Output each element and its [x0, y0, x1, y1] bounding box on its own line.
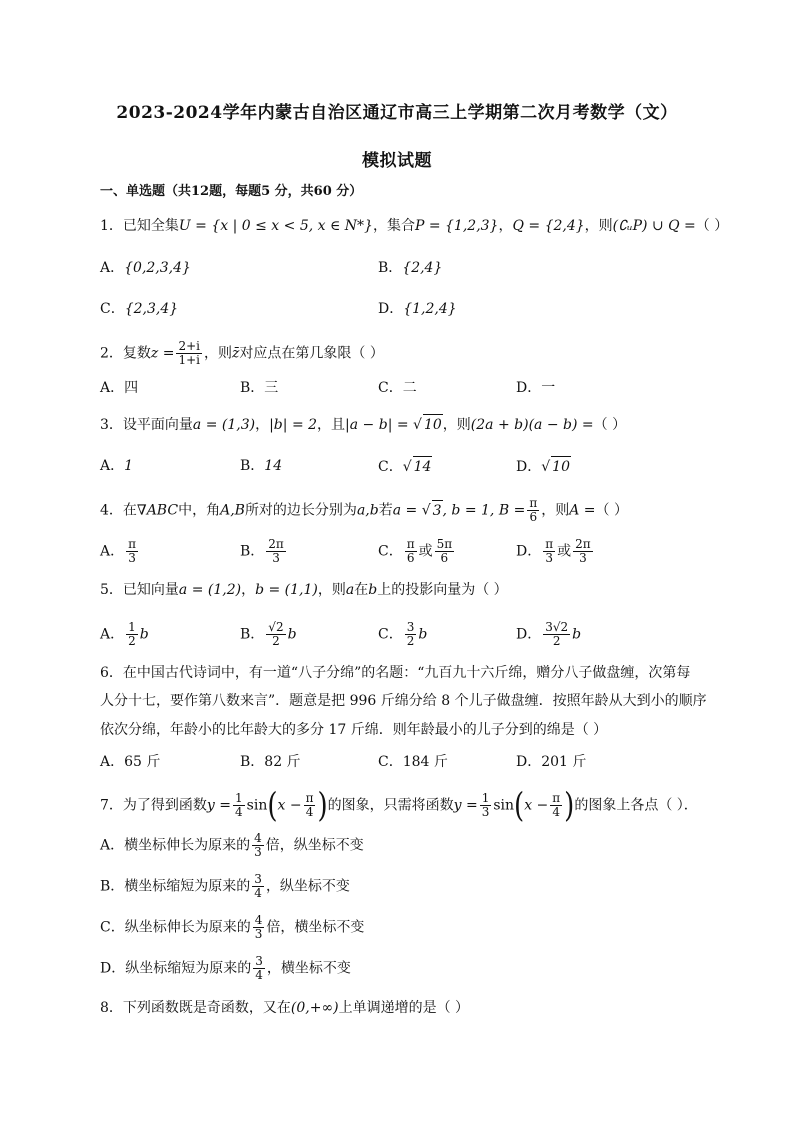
- q2-denominator: 1+i: [178, 353, 201, 367]
- q3-text-c: ，且: [317, 417, 346, 433]
- q2-text-a: 2．复数: [100, 345, 151, 362]
- option-text: 四: [124, 380, 139, 396]
- frac-denominator: 3: [254, 927, 263, 941]
- q7-coef-2: [480, 792, 492, 819]
- q1-set-p: P = {1,2,3}: [414, 218, 499, 234]
- q4-option-b[interactable]: [240, 538, 288, 565]
- option-fraction: [405, 621, 417, 648]
- option-vector: b: [418, 626, 428, 643]
- option-fraction: [266, 621, 285, 648]
- option-label: A．: [100, 626, 125, 643]
- q4-angles: A,B: [220, 502, 245, 519]
- question-3-stem: [100, 414, 626, 435]
- option-text: 一: [541, 380, 556, 396]
- q3-text-d: ，则: [442, 417, 471, 433]
- option-text-pre: 横坐标缩短为原来的: [124, 878, 251, 895]
- q4-sqrt-value: 3: [432, 500, 443, 521]
- option-text-post: 倍，横坐标不变: [266, 919, 365, 936]
- frac-numerator: √2: [268, 620, 284, 634]
- option-text: {2,3,4}: [124, 301, 179, 317]
- q3-norm-b: |b| = 2: [269, 417, 318, 433]
- right-paren: ): [317, 786, 328, 825]
- q3-text-b: ，: [255, 417, 270, 433]
- q8-text-a: 8．下列函数既是奇函数，又在: [100, 1000, 291, 1016]
- option-label: A．: [100, 754, 125, 770]
- q4-option-d[interactable]: [516, 538, 595, 565]
- left-paren: (: [267, 786, 278, 825]
- option-label: C．: [378, 459, 403, 475]
- option-text: 14: [413, 456, 433, 477]
- or-text: 或: [557, 543, 572, 560]
- q5-text-e: 上的投影向量为（ ）: [377, 582, 508, 598]
- option-label: D．: [100, 960, 126, 977]
- q7-option-b[interactable]: [100, 873, 350, 900]
- q3-option-d[interactable]: [516, 456, 571, 477]
- left-paren: (: [514, 786, 525, 825]
- q6-option-a[interactable]: [100, 752, 160, 772]
- option-label: C．: [378, 380, 403, 396]
- q4-text-b: 中，角: [178, 502, 221, 519]
- q2-zbar: z̄: [232, 345, 240, 362]
- q2-numerator: 2+i: [178, 339, 201, 353]
- q1-text-f: （ ）: [695, 218, 729, 234]
- option-text-post: ，纵坐标不变: [265, 878, 350, 895]
- option-text: 201 斤: [541, 754, 587, 770]
- option-text: 184 斤: [402, 754, 448, 770]
- frac-denominator: 3: [128, 551, 136, 565]
- option-fraction: [543, 538, 555, 565]
- q4-denominator: 6: [529, 510, 538, 524]
- q4-ans: A =: [569, 502, 596, 519]
- option-label: A．: [100, 458, 125, 474]
- q4-triangle: ∇ABC: [136, 502, 179, 519]
- frac-numerator: 5π: [436, 537, 453, 551]
- option-text: 14: [264, 458, 283, 474]
- q4-text-a: 4．在: [100, 502, 137, 519]
- frac-numerator: π: [552, 791, 561, 805]
- q7-x-2: x −: [524, 797, 549, 814]
- q2-option-d[interactable]: [516, 378, 555, 398]
- q7-sin: sin: [246, 797, 268, 814]
- q5-text-a: 5．已知向量: [100, 582, 179, 598]
- q4-text-d: 若: [378, 502, 393, 519]
- q4-text-f: （ ）: [595, 502, 628, 519]
- frac-denominator: 2: [272, 634, 280, 648]
- frac-denominator: 2: [406, 634, 415, 648]
- q6-option-b[interactable]: [240, 752, 301, 772]
- q3-option-a[interactable]: [100, 456, 133, 476]
- option-label: B．: [240, 458, 265, 474]
- q5-text-b: ，: [241, 582, 256, 598]
- frac-numerator: 2π: [575, 537, 591, 551]
- q4-text-c: 所对的边长分别为: [244, 502, 357, 519]
- frac-denominator: 3: [254, 845, 262, 859]
- option-text-post: ，横坐标不变: [266, 960, 351, 977]
- option-label: C．: [378, 754, 403, 770]
- frac-numerator: 4: [254, 831, 262, 845]
- q8-interval: (0,+∞): [290, 1000, 339, 1016]
- q6-option-d[interactable]: [516, 752, 586, 772]
- q7-coef-1: [233, 792, 245, 819]
- frac-numerator: 3: [406, 620, 415, 634]
- option-vector: b: [572, 626, 582, 643]
- option-text: {2,4}: [402, 260, 443, 276]
- frac-denominator: 2: [552, 634, 561, 648]
- option-text-pre: 纵坐标缩短为原来的: [125, 960, 252, 977]
- frac-numerator: π: [406, 537, 415, 551]
- option-label: C．: [100, 301, 125, 317]
- q1-option-a[interactable]: [100, 258, 191, 278]
- frac-numerator: 1: [235, 791, 243, 805]
- option-label: B．: [240, 754, 265, 770]
- question-7-stem: [100, 786, 698, 825]
- option-label: D．: [516, 754, 542, 770]
- frac-denominator: 3: [481, 805, 490, 819]
- q2-option-b[interactable]: [240, 378, 278, 398]
- sqrt-sign: √: [421, 502, 431, 519]
- q5-vector-a: a = (1,2): [178, 582, 242, 598]
- q3-text-a: 3．设平面向量: [100, 417, 193, 433]
- q3-norm-diff: |a − b| =: [345, 417, 414, 433]
- frac-numerator: 3√2: [545, 620, 569, 634]
- option-label: C．: [100, 919, 125, 936]
- q8-text-b: 上单调递增的是（ ）: [338, 1000, 470, 1016]
- option-label: D．: [516, 459, 542, 475]
- q4-sides: a,b: [356, 502, 379, 519]
- option-fraction: [405, 538, 417, 565]
- q7-sin-2: sin: [493, 797, 515, 814]
- frac-denominator: 2: [128, 634, 136, 648]
- q4-option-a[interactable]: [100, 538, 140, 565]
- option-text: 65 斤: [124, 754, 161, 770]
- frac-denominator: 3: [579, 551, 587, 565]
- q7-y: y =: [206, 797, 232, 814]
- option-label: A．: [100, 837, 125, 854]
- q1-set-q: Q = {2,4}: [512, 218, 585, 234]
- q1-option-b[interactable]: [378, 258, 442, 278]
- frac-numerator: π: [305, 791, 314, 805]
- q2-option-c[interactable]: [378, 378, 417, 398]
- q5-option-b[interactable]: [240, 621, 297, 648]
- question-6-line-2: 人分十七，要作第八数来言”．题意是把 996 斤绵分给 8 个儿子做盘缠．按照年龄从大到小的顺序: [100, 693, 707, 709]
- q7-option-d[interactable]: [100, 955, 351, 982]
- option-label: C．: [378, 626, 403, 643]
- frac-numerator: 1: [128, 620, 136, 634]
- option-fraction-2: [573, 538, 593, 565]
- option-fraction: [266, 538, 286, 565]
- option-text: {0,2,3,4}: [124, 260, 191, 276]
- question-8-stem: [100, 998, 469, 1018]
- option-text-pre: 纵坐标伸长为原来的: [124, 919, 251, 936]
- option-label: D．: [516, 626, 542, 643]
- frac-denominator: 4: [254, 886, 262, 900]
- option-text: 1: [124, 458, 134, 474]
- option-label: B．: [100, 878, 125, 895]
- question-1-stem: [100, 216, 728, 236]
- question-5-stem: [100, 580, 508, 600]
- q7-text-b: 的图象，只需将函数: [327, 797, 454, 814]
- q1-set-u: U = {x | 0 ≤ x < 5, x ∈ N*}: [178, 218, 373, 234]
- option-text: {1,2,4}: [403, 301, 457, 317]
- q3-option-b[interactable]: [240, 456, 282, 476]
- q1-option-c[interactable]: [100, 299, 178, 319]
- q3-expression: (2a + b)(a − b) =: [470, 417, 594, 433]
- exam-title: 2023-2024学年内蒙古自治区通辽市高三上学期第二次月考数学（文）: [116, 103, 678, 123]
- q5-option-c[interactable]: [378, 621, 427, 648]
- section-heading: 一、单选题（共12题，每题5 分，共60 分）: [100, 184, 363, 199]
- q4-cond-a: a =: [392, 502, 422, 519]
- option-fraction: [253, 955, 265, 982]
- q5-text-d: 在: [354, 582, 369, 598]
- q5-option-a[interactable]: [100, 621, 149, 648]
- option-label: C．: [378, 543, 403, 560]
- option-vector: b: [287, 626, 297, 643]
- q4-cond-b: , b = 1, B =: [442, 502, 526, 519]
- option-label: D．: [378, 301, 404, 317]
- option-fraction: [252, 832, 264, 859]
- option-label: B．: [240, 380, 265, 396]
- q6-option-c[interactable]: [378, 752, 448, 772]
- sqrt-sign: √: [541, 459, 551, 475]
- frac-numerator: 3: [255, 954, 263, 968]
- option-fraction-2: [435, 538, 455, 565]
- frac-denominator: 4: [255, 968, 263, 982]
- option-text-pre: 横坐标伸长为原来的: [124, 837, 251, 854]
- q2-text-c: 对应点在第几象限（ ）: [239, 345, 384, 362]
- question-4-stem: [100, 497, 628, 524]
- q7-pi-frac: [304, 792, 316, 819]
- frac-denominator: 6: [440, 551, 449, 565]
- q2-fraction: [176, 340, 202, 367]
- option-fraction: [126, 621, 138, 648]
- sqrt-sign: √: [402, 459, 412, 475]
- q2-z: z =: [150, 345, 175, 362]
- question-6-line-1: 6．在中国古代诗词中，有一道“八子分绵”的名题：“九百九十六斤绵，赠分八子做盘缠，次第每: [100, 665, 691, 681]
- q1-text-d: ，则: [584, 218, 613, 234]
- sqrt-sign: √: [413, 417, 422, 433]
- q7-x: x −: [277, 797, 302, 814]
- frac-denominator: 4: [552, 805, 561, 819]
- frac-numerator: π: [545, 537, 554, 551]
- q5-vector-b: b = (1,1): [255, 582, 318, 598]
- q4-numerator: π: [529, 496, 538, 510]
- q7-option-c[interactable]: [100, 914, 364, 941]
- q4-text-e: ，则: [541, 502, 570, 519]
- frac-numerator: 1: [481, 791, 490, 805]
- frac-denominator: 6: [406, 551, 415, 565]
- option-label: B．: [240, 626, 265, 643]
- q5-a: a: [345, 582, 355, 598]
- option-fraction: [252, 873, 264, 900]
- option-vector: b: [139, 626, 149, 643]
- option-label: A．: [100, 543, 125, 560]
- right-paren: ): [564, 786, 575, 825]
- q7-y-2: y =: [453, 797, 478, 814]
- option-label: B．: [240, 543, 265, 560]
- q4-fraction: [527, 497, 539, 524]
- q1-expression: (∁ᵤP) ∪ Q =: [612, 218, 696, 234]
- q2-text-b: ，则: [204, 345, 233, 362]
- q7-pi-frac-2: [550, 792, 562, 819]
- q5-option-d[interactable]: [516, 621, 581, 648]
- q7-text-a: 7．为了得到函数: [100, 797, 207, 814]
- q5-b: b: [368, 582, 378, 598]
- q1-text-b: ，集合: [372, 218, 415, 234]
- exam-subtitle: 模拟试题: [362, 151, 432, 171]
- q4-option-c[interactable]: [378, 538, 456, 565]
- option-label: B．: [378, 260, 403, 276]
- option-fraction: [543, 621, 570, 648]
- option-text: 82 斤: [264, 754, 301, 770]
- question-2-stem: [100, 340, 384, 367]
- frac-denominator: 3: [272, 551, 280, 565]
- option-label: D．: [516, 543, 542, 560]
- option-fraction: [253, 914, 265, 941]
- frac-numerator: 3: [254, 872, 262, 886]
- option-text: 三: [264, 380, 279, 396]
- q3-sqrt-value: 10: [423, 414, 443, 435]
- q5-text-c: ，则: [317, 582, 346, 598]
- q1-text-a: 1．已知全集: [100, 218, 179, 234]
- option-text: 二: [402, 380, 417, 396]
- q7-text-c: 的图象上各点（ ）．: [574, 797, 698, 814]
- question-6-line-3: 依次分绵，年龄小的比年龄大的多分 17 斤绵．则年龄最小的儿子分到的绵是（ ）: [100, 722, 608, 738]
- q2-option-a[interactable]: [100, 378, 138, 398]
- frac-numerator: π: [128, 537, 137, 551]
- or-text: 或: [418, 543, 433, 560]
- frac-numerator: 4: [254, 913, 263, 927]
- frac-denominator: 4: [235, 805, 243, 819]
- option-label: D．: [516, 380, 542, 396]
- q3-option-c[interactable]: [378, 456, 432, 477]
- option-fraction: [126, 538, 138, 565]
- q3-text-e: （ ）: [593, 417, 627, 433]
- option-text-post: 倍，纵坐标不变: [265, 837, 364, 854]
- frac-denominator: 4: [305, 805, 314, 819]
- q7-option-a[interactable]: [100, 832, 364, 859]
- option-label: A．: [100, 260, 125, 276]
- q1-option-d[interactable]: [378, 299, 457, 319]
- frac-numerator: 2π: [268, 537, 284, 551]
- frac-denominator: 3: [545, 551, 553, 565]
- q3-vector-a: a = (1,3): [192, 417, 256, 433]
- q1-text-c: ，: [498, 218, 513, 234]
- option-label: A．: [100, 380, 125, 396]
- option-text: 10: [551, 456, 571, 477]
